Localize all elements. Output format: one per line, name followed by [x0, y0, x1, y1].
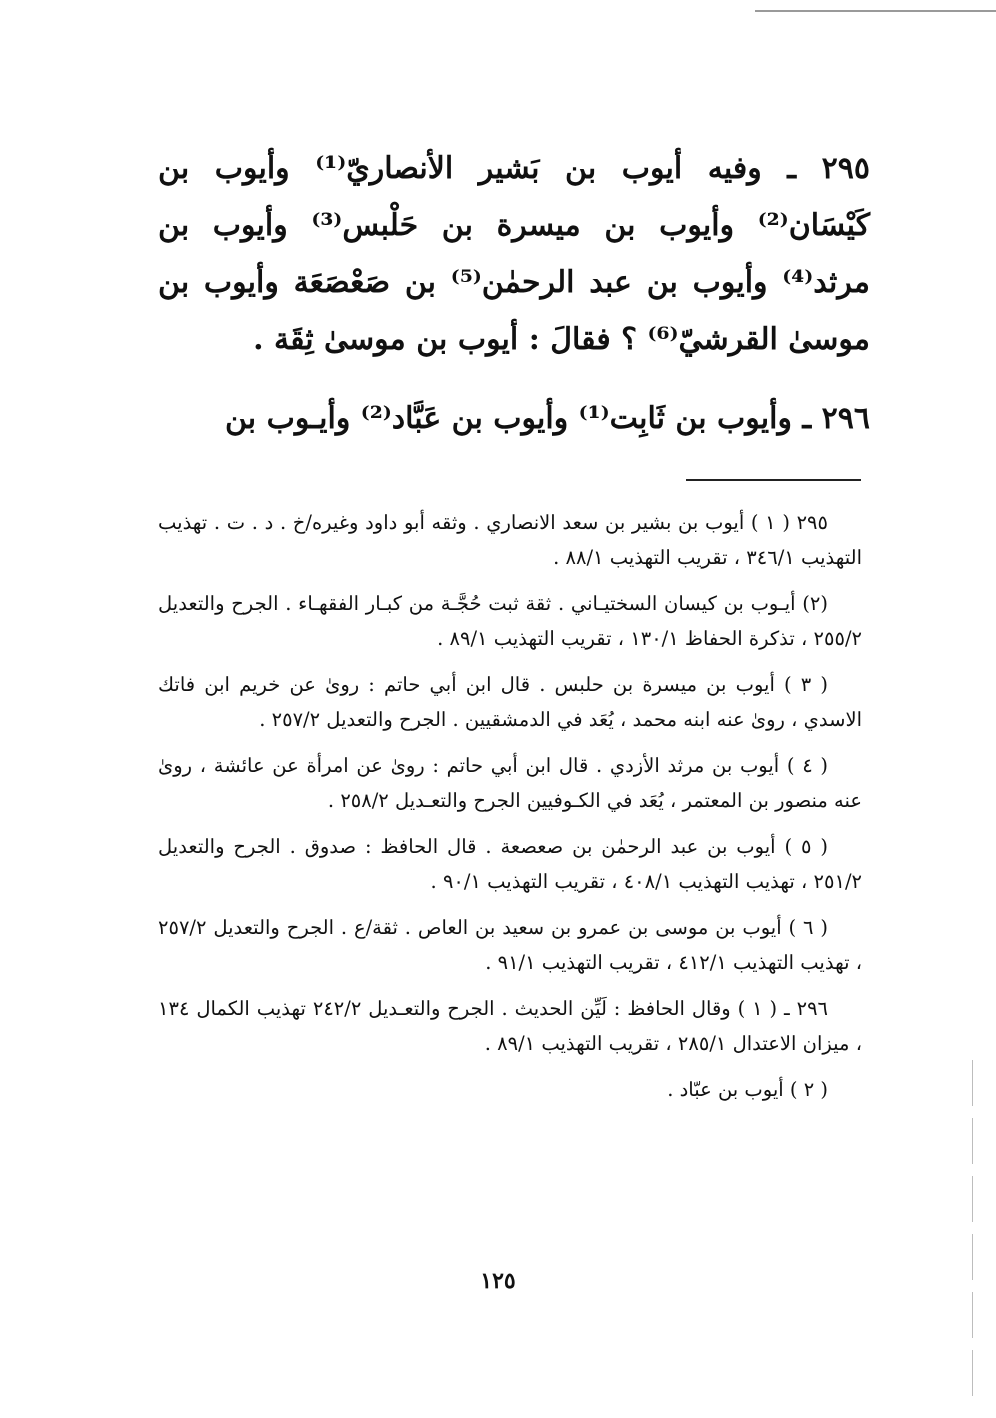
- footnote-295-5: ( ٥ ) أيوب بن عبد الرحمٰن بن صعصعة . قال الحافظ : صدوق . الجرح والتعديل ٢٥١/٢ ، تهذيب التهذيب ٤٠٨/١ ، تقريب التهذيب ٩٠/١ .: [158, 835, 862, 893]
- footnote-295-3: ( ٣ ) أيوب بن ميسرة بن حلبس . قال ابن أبي حاتم : روىٰ عن خريم ابن فاتك الاسدي ، روىٰ عنه ابنه محمد ، يُعَد في الدمشقيين . الجرح والتعديل ٢٥٧/٢ .: [158, 673, 862, 731]
- footnote-295-2: (٢) أيـوب بن كيسان السختيـاني . ثقة ثبت حُجَّـة من كبـار الفقهـاء . الجرح والتعديل ٢٥٥/٢ ، تذكرة الحفاظ ١٣٠/١ ، تقريب التهذيب ٨٩/١ .: [158, 592, 862, 650]
- entry-number: ٢٩٦: [821, 401, 870, 436]
- footnote-separator: [686, 479, 861, 481]
- footnote-295-1: ٢٩٥ ( ١ ) أيوب بن بشير بن سعد الانصاري . وثقه أبو داود وغيره/خ . د . ت . تهذيب التهذيب ٣٤٦/١ ، تقريب التهذيب ٨٨/١ .: [158, 511, 862, 569]
- entry-296: [158, 390, 870, 447]
- entry-text: ـ وأيوب بن ثَابِت⁽¹⁾ وأيوب بن عَبَّاد⁽²⁾ وأيـوب بن: [224, 401, 812, 436]
- top-rule: [755, 10, 996, 12]
- footnote-295-6: ( ٦ ) أيوب بن موسى بن عمرو بن سعيد بن العاص . ثقة/ع . الجرح والتعديل ٢٥٧/٢ ، تهذيب التهذيب ٤١٢/١ ، تقريب التهذيب ٩١/١ .: [158, 916, 862, 974]
- entry-295: [158, 140, 870, 368]
- entry-text: ـ وفيه أيوب بن بَشير الأنصاريّ⁽¹⁾ وأيوب بن كَيْسَان⁽²⁾ وأيوب بن ميسرة بن حَلْبس⁽³⁾ وأيوب بن مرثد⁽⁴⁾ وأيوب بن عبد الرحمٰن⁽⁵⁾ بن صَعْصَعَة وأيوب بن موسىٰ القرشيّ⁽⁶⁾ ؟ فقالَ : أيوب بن موسىٰ ثِقَة .: [158, 151, 870, 357]
- footnote-296-2: ( ٢ ) أيوب بن عبّاد .: [667, 1078, 828, 1101]
- entry-number: ٢٩٥: [821, 151, 870, 186]
- main-text: [158, 140, 870, 447]
- footnotes: [158, 505, 862, 1118]
- scan-margin-line: [972, 1060, 973, 1400]
- page-number: ١٢٥: [480, 1268, 516, 1294]
- footnote-295-4: ( ٤ ) أيوب بن مرثد الأزدي . قال ابن أبي حاتم : روىٰ عن امرأة عن عائشة ، روىٰ عنه منصور بن المعتمر ، يُعَد في الكـوفيين الجرح والتعـديل ٢٥٨/٢ .: [158, 754, 862, 812]
- footnote-296-1: ٢٩٦ ـ ( ١ ) وقال الحافظ : لَيِّن الحديث . الجرح والتعـديل ٢٤٢/٢ تهذيب الكمال ١٣٤ ، ميزان الاعتدال ٢٨٥/١ ، تقريب التهذيب ٨٩/١ .: [158, 997, 862, 1055]
